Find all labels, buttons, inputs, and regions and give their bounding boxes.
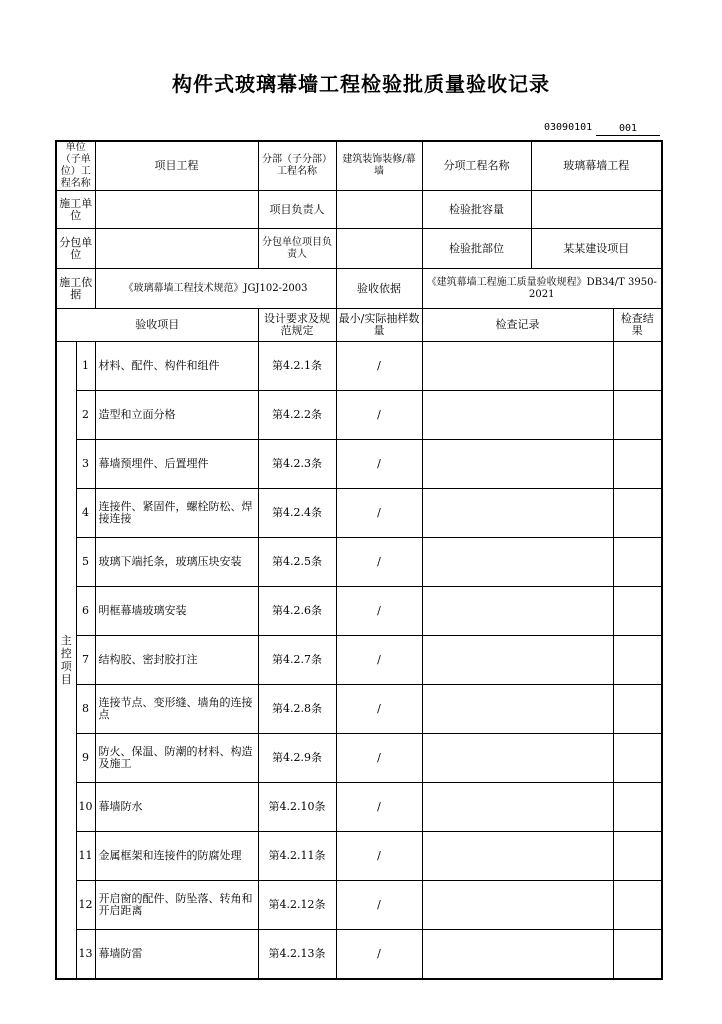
acceptance-basis-label: 验收依据: [336, 269, 422, 309]
item-number: 1: [76, 342, 95, 391]
table-row: [56, 440, 662, 489]
batch-capacity-value[interactable]: [531, 191, 662, 229]
item-name: 造型和立面分格: [95, 391, 258, 440]
table-row: [56, 342, 662, 391]
item-sample: /: [336, 440, 422, 489]
item-number: 13: [76, 930, 95, 979]
item-sample: /: [336, 930, 422, 979]
item-name: 幕墙预埋件、后置埋件: [95, 440, 258, 489]
item-result[interactable]: [613, 391, 662, 440]
inspection-table: [55, 140, 663, 980]
item-sample: /: [336, 489, 422, 538]
item-number: 2: [76, 391, 95, 440]
division-label: 分部（子分部）工程名称: [258, 141, 336, 191]
page-title: 构件式玻璃幕墙工程检验批质量验收记录: [172, 72, 550, 96]
col-spec-header: 设计要求及规范规定: [258, 309, 336, 342]
item-name: 材料、配件、构件和组件: [95, 342, 258, 391]
col-item-header: 验收项目: [56, 309, 258, 342]
table-row: [56, 636, 662, 685]
table-row: [56, 832, 662, 881]
division-value[interactable]: 建筑装饰装修/幕墙: [336, 141, 422, 191]
item-result[interactable]: [613, 440, 662, 489]
item-name: 结构胶、密封胶打注: [95, 636, 258, 685]
item-record[interactable]: [422, 881, 613, 930]
main-control-label: [56, 342, 76, 979]
table-row: [56, 538, 662, 587]
construction-unit-label: 施工单位: [56, 191, 95, 229]
item-sample: /: [336, 391, 422, 440]
item-clause: 第4.2.9条: [258, 734, 336, 783]
table-row: [56, 489, 662, 538]
item-record[interactable]: [422, 342, 613, 391]
item-clause: 第4.2.1条: [258, 342, 336, 391]
project-manager-label: 项目负责人: [258, 191, 336, 229]
item-number: 9: [76, 734, 95, 783]
sub-item-value[interactable]: 玻璃幕墙工程: [531, 141, 662, 191]
item-sample: /: [336, 538, 422, 587]
construction-unit-value[interactable]: [95, 191, 258, 229]
sub-manager-value[interactable]: [336, 229, 422, 269]
item-number: 4: [76, 489, 95, 538]
item-number: 11: [76, 832, 95, 881]
item-clause: 第4.2.7条: [258, 636, 336, 685]
batch-capacity-label: 检验批容量: [422, 191, 531, 229]
col-result-header: 检查结果: [613, 309, 662, 342]
item-name: 明框幕墙玻璃安装: [95, 587, 258, 636]
item-clause: 第4.2.4条: [258, 489, 336, 538]
item-result[interactable]: [613, 342, 662, 391]
table-row: [56, 783, 662, 832]
item-record[interactable]: [422, 930, 613, 979]
item-number: 12: [76, 881, 95, 930]
item-name: 幕墙防雷: [95, 930, 258, 979]
item-result[interactable]: [613, 489, 662, 538]
item-clause: 第4.2.12条: [258, 881, 336, 930]
item-result[interactable]: [613, 636, 662, 685]
basis-value[interactable]: 《玻璃幕墙工程技术规范》JGJ102-2003: [95, 269, 336, 309]
sub-manager-label: 分包单位项目负责人: [258, 229, 336, 269]
item-record[interactable]: [422, 783, 613, 832]
unit-label: 单位（子单位）工程名称: [56, 141, 95, 191]
item-record[interactable]: [422, 538, 613, 587]
item-name: 幕墙防水: [95, 783, 258, 832]
item-number: 7: [76, 636, 95, 685]
item-sample: /: [336, 881, 422, 930]
item-clause: 第4.2.11条: [258, 832, 336, 881]
table-row: [56, 685, 662, 734]
item-number: 3: [76, 440, 95, 489]
item-clause: 第4.2.2条: [258, 391, 336, 440]
item-result[interactable]: [613, 538, 662, 587]
item-sample: /: [336, 342, 422, 391]
item-clause: 第4.2.10条: [258, 783, 336, 832]
item-sample: /: [336, 587, 422, 636]
subcontractor-value[interactable]: [95, 229, 258, 269]
item-sample: /: [336, 832, 422, 881]
item-record[interactable]: [422, 440, 613, 489]
table-row: [56, 587, 662, 636]
table-row: [56, 734, 662, 783]
item-record[interactable]: [422, 391, 613, 440]
item-clause: 第4.2.8条: [258, 685, 336, 734]
batch-location-label: 检验批部位: [422, 229, 531, 269]
col-sample-header: 最小/实际抽样数量: [336, 309, 422, 342]
form-serial: 001: [596, 122, 660, 136]
table-row: [56, 391, 662, 440]
form-code: 03090101: [544, 122, 593, 133]
basis-label: 施工依据: [56, 269, 95, 309]
subcontractor-label: 分包单位: [56, 229, 95, 269]
item-result[interactable]: [613, 685, 662, 734]
item-name: 防火、保温、防潮的材料、构造及施工: [95, 734, 258, 783]
sub-item-label: 分项工程名称: [422, 141, 531, 191]
project-manager-value[interactable]: [336, 191, 422, 229]
item-sample: /: [336, 783, 422, 832]
item-record[interactable]: [422, 636, 613, 685]
item-name: 玻璃下端托条，玻璃压块安装: [95, 538, 258, 587]
item-name: 金属框架和连接件的防腐处理: [95, 832, 258, 881]
item-name: 连接件、紧固件，螺栓防松、焊接连接: [95, 489, 258, 538]
item-result[interactable]: [613, 734, 662, 783]
item-result[interactable]: [613, 881, 662, 930]
item-number: 10: [76, 783, 95, 832]
main-control-text: 主控项目: [60, 633, 72, 686]
item-sample: /: [336, 636, 422, 685]
item-record[interactable]: [422, 587, 613, 636]
item-result[interactable]: [613, 783, 662, 832]
table-row: [56, 881, 662, 930]
unit-value[interactable]: 项目工程: [95, 141, 258, 191]
item-clause: 第4.2.6条: [258, 587, 336, 636]
item-record[interactable]: [422, 685, 613, 734]
item-clause: 第4.2.3条: [258, 440, 336, 489]
item-result[interactable]: [613, 930, 662, 979]
item-number: 8: [76, 685, 95, 734]
item-record[interactable]: [422, 734, 613, 783]
item-sample: /: [336, 685, 422, 734]
item-number: 5: [76, 538, 95, 587]
table-row: [56, 930, 662, 979]
item-name: 开启窗的配件、防坠落、转角和开启距离: [95, 881, 258, 930]
item-result[interactable]: [613, 832, 662, 881]
col-record-header: 检查记录: [422, 309, 613, 342]
item-clause: 第4.2.13条: [258, 930, 336, 979]
batch-location-value[interactable]: 某某建设项目: [531, 229, 662, 269]
item-clause: 第4.2.5条: [258, 538, 336, 587]
item-sample: /: [336, 734, 422, 783]
acceptance-basis-value[interactable]: 《建筑幕墙工程施工质量验收规程》DB34/T 3950-2021: [422, 269, 662, 309]
item-name: 连接节点、变形缝、墙角的连接点: [95, 685, 258, 734]
item-result[interactable]: [613, 587, 662, 636]
item-record[interactable]: [422, 832, 613, 881]
item-number: 6: [76, 587, 95, 636]
item-record[interactable]: [422, 489, 613, 538]
